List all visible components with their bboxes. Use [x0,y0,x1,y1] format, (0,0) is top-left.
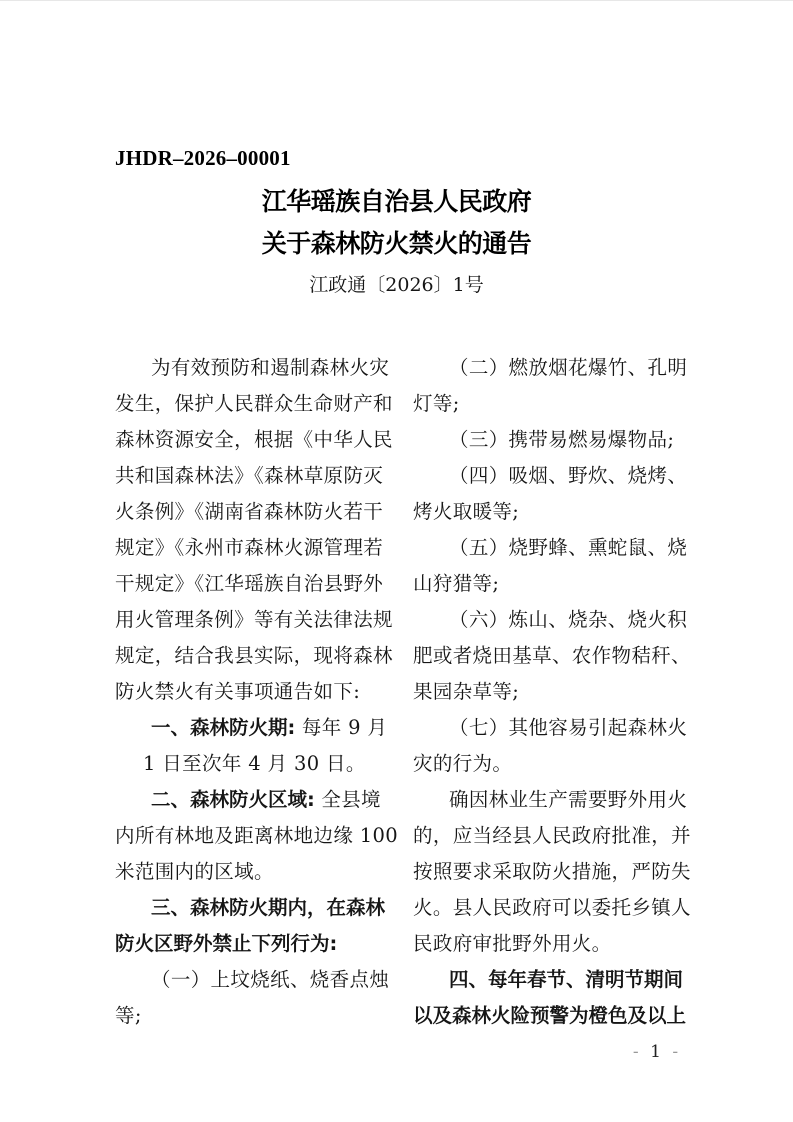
body-line [115,530,393,566]
text-segment: 等; [115,1004,142,1027]
body-line [115,818,399,854]
text-segment: （一）上坟烧纸、烧香点烛 [151,968,390,991]
text-segment: 确因林业生产需要野外用火 [449,788,688,811]
text-segment: （四）吸烟、野炊、烧烤、 [449,464,688,487]
body-line [115,890,393,926]
text-segment: 干规定》《江华瑶族自治县野外 [115,572,384,595]
text-segment: 火。县人民政府可以委托乡镇人 [413,896,691,919]
body-line [413,926,698,962]
body-line [413,818,698,854]
document-body [115,350,698,1034]
body-line [413,350,698,386]
bold-text-segment: 以及森林火险预警为橙色及以上 [413,1004,687,1027]
body-line [413,854,698,890]
body-line [115,422,393,458]
text-segment: 每年 9 月 [295,716,388,739]
bold-text-segment: 一、森林防火期: [151,716,296,739]
body-line [115,350,393,386]
text-segment: 火条例》《湖南省森林防火若干 [115,500,384,523]
body-line [413,674,698,710]
text-segment: 按照要求采取防火措施，严防失 [413,860,691,883]
text-segment: （七）其他容易引起森林火 [449,716,688,739]
text-segment: 民政府审批野外用火。 [413,932,612,955]
body-line [115,386,393,422]
body-line [413,782,698,818]
body-line [413,386,698,422]
body-line [115,998,393,1034]
text-segment: （三）携带易燃易爆物品; [449,428,675,451]
body-line [115,782,393,818]
body-line [413,458,698,494]
body-line [115,566,393,602]
document-id: JHDR–2026–00001 [115,146,291,170]
text-segment: 用火管理条例》等有关法律法规 [115,608,393,631]
body-line [413,494,698,530]
body-line [413,962,698,998]
body-line [115,926,393,962]
text-segment: 山狩猎等; [413,572,500,595]
text-segment: 发生，保护人民群众生命财产和 [115,392,393,415]
text-segment: （六）炼山、烧杂、烧火积 [449,608,688,631]
text-segment: 为有效预防和遏制森林火灾 [151,356,390,379]
document-number: 江政通〔2026〕1号 [309,274,484,296]
text-segment: 防火禁火有关事项通告如下: [115,680,361,703]
body-line [413,638,698,674]
text-segment: 1 日至次年 4 月 30 日。 [143,752,366,775]
left-column [115,350,399,1034]
text-segment: 灯等; [413,392,460,415]
body-line [115,962,393,998]
bold-text-segment: 三、森林防火期内，在森林 [151,896,386,919]
page-number [612,1042,702,1062]
body-line [413,998,698,1034]
body-line [115,458,393,494]
text-segment: 森林资源安全，根据《中华人民 [115,428,393,451]
body-line [115,854,393,890]
text-segment: （二）燃放烟花爆竹、孔明 [449,356,688,379]
body-line [413,710,698,746]
body-line [115,638,393,674]
bold-text-segment: 防火区野外禁止下列行为: [115,932,338,955]
title-line-1: 江华瑶族自治县人民政府 [261,187,532,216]
page-number-dash-left: - [632,1042,642,1062]
text-segment: 全县境 [314,788,381,811]
bold-text-segment: 二、森林防火区域: [151,788,315,811]
text-segment: 规定》《永州市森林火源管理若 [115,536,384,559]
text-segment: 的，应当经县人民政府批准，并 [413,824,691,847]
body-line [115,746,393,782]
body-line [413,890,698,926]
body-line [115,494,393,530]
page-number-dash-right: - [672,1042,682,1062]
text-segment: 灾的行为。 [413,752,513,775]
text-segment: 内所有林地及距离林地边缘 100 [115,824,399,847]
body-line [413,746,698,782]
bold-text-segment: 四、每年春节、清明节期间 [449,968,684,991]
body-line [115,674,393,710]
document-title [0,181,793,265]
body-line [115,710,393,746]
body-line [413,422,698,458]
body-line [115,602,393,638]
text-segment: 共和国森林法》《森林草原防灭 [115,464,384,487]
window-top-border [0,0,793,1]
text-segment: 规定，结合我县实际，现将森林 [115,644,393,667]
page-number-value: 1 [650,1042,664,1062]
text-segment: 肥或者烧田基草、农作物秸秆、 [413,644,691,667]
title-line-2: 关于森林防火禁火的通告 [261,229,532,258]
text-segment: （五）烧野蜂、熏蛇鼠、烧 [449,536,688,559]
body-line [413,530,698,566]
right-column [413,350,698,1034]
text-segment: 米范围内的区域。 [115,860,274,883]
text-segment: 果园杂草等; [413,680,520,703]
body-line [413,566,698,602]
body-line [413,602,698,638]
text-segment: 烤火取暖等; [413,500,520,523]
